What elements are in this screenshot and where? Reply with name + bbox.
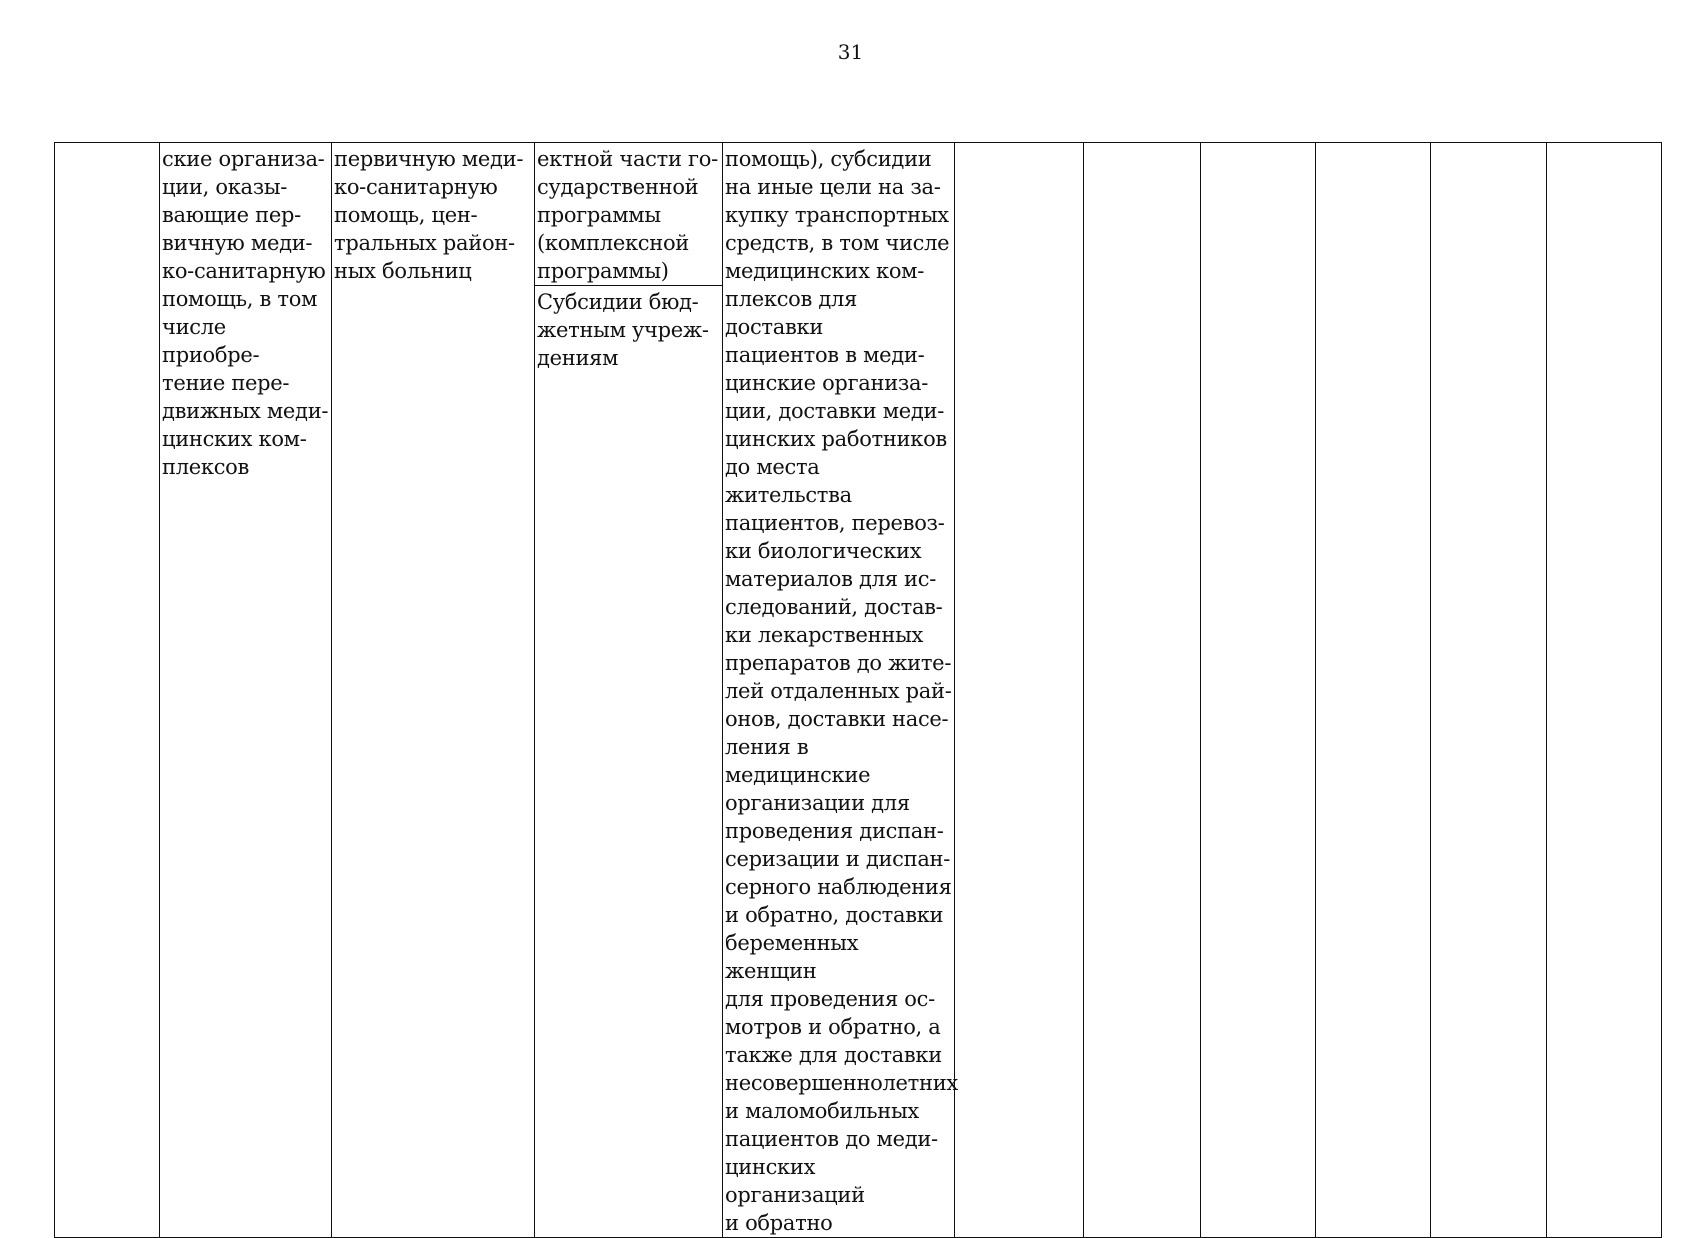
recipients-text: ские организа- ции, оказы- вающие пер- вичную меди- ко-санитарную помощь, в том числе приобре- тение пере- движных меди- цинских ком- плексов [162,147,329,479]
table-row [55,143,1662,1238]
program-part-text: ектной части го- сударственной программы (комплексной программы) [535,143,722,286]
page-number: 31 [837,40,864,64]
table-cell-col9 [1316,143,1431,1238]
organizations-text: первичную меди- ко-санитарную помощь, цен- тральных район- ных больниц [334,147,524,283]
table-cell-col3 [332,143,535,1238]
table-cell-col5 [723,143,958,1238]
table-cell-col11 [1547,143,1662,1238]
table-cell-col2 [160,143,332,1238]
table-cell-col4 [535,143,723,1238]
subsidy-type-text: Субсидии бюд- жетным учреж- дениям [537,290,709,370]
document-table [54,142,1662,1238]
table-cell-col8 [1201,143,1316,1238]
table-cell-col1 [55,143,160,1238]
subsidy-purpose-text: помощь), субсидии на иные цели на за- купку транспортных средств, в том числе медицинских ком- плексов для доставки пациентов в меди- цинские организа- ции, доставки меди- цинских работников до места жительства пациентов, перевоз- ки биологических материалов для ис- следований, достав- ки лекарственных препаратов до жите- лей отдаленных рай- онов, доставки насе- ления в медицинские организации для проведения диспан- серизации и диспан- серного наблюдения и обратно, доставки беременных женщин для проведения ос- мотров и обратно, а также для доставки несовершеннолетних и маломобильных пациентов до меди- цинских организаций и обратно [725,147,958,1235]
table-cell-col7 [1084,143,1201,1238]
table-cell-col6 [955,143,1084,1238]
table-cell-col10 [1431,143,1547,1238]
